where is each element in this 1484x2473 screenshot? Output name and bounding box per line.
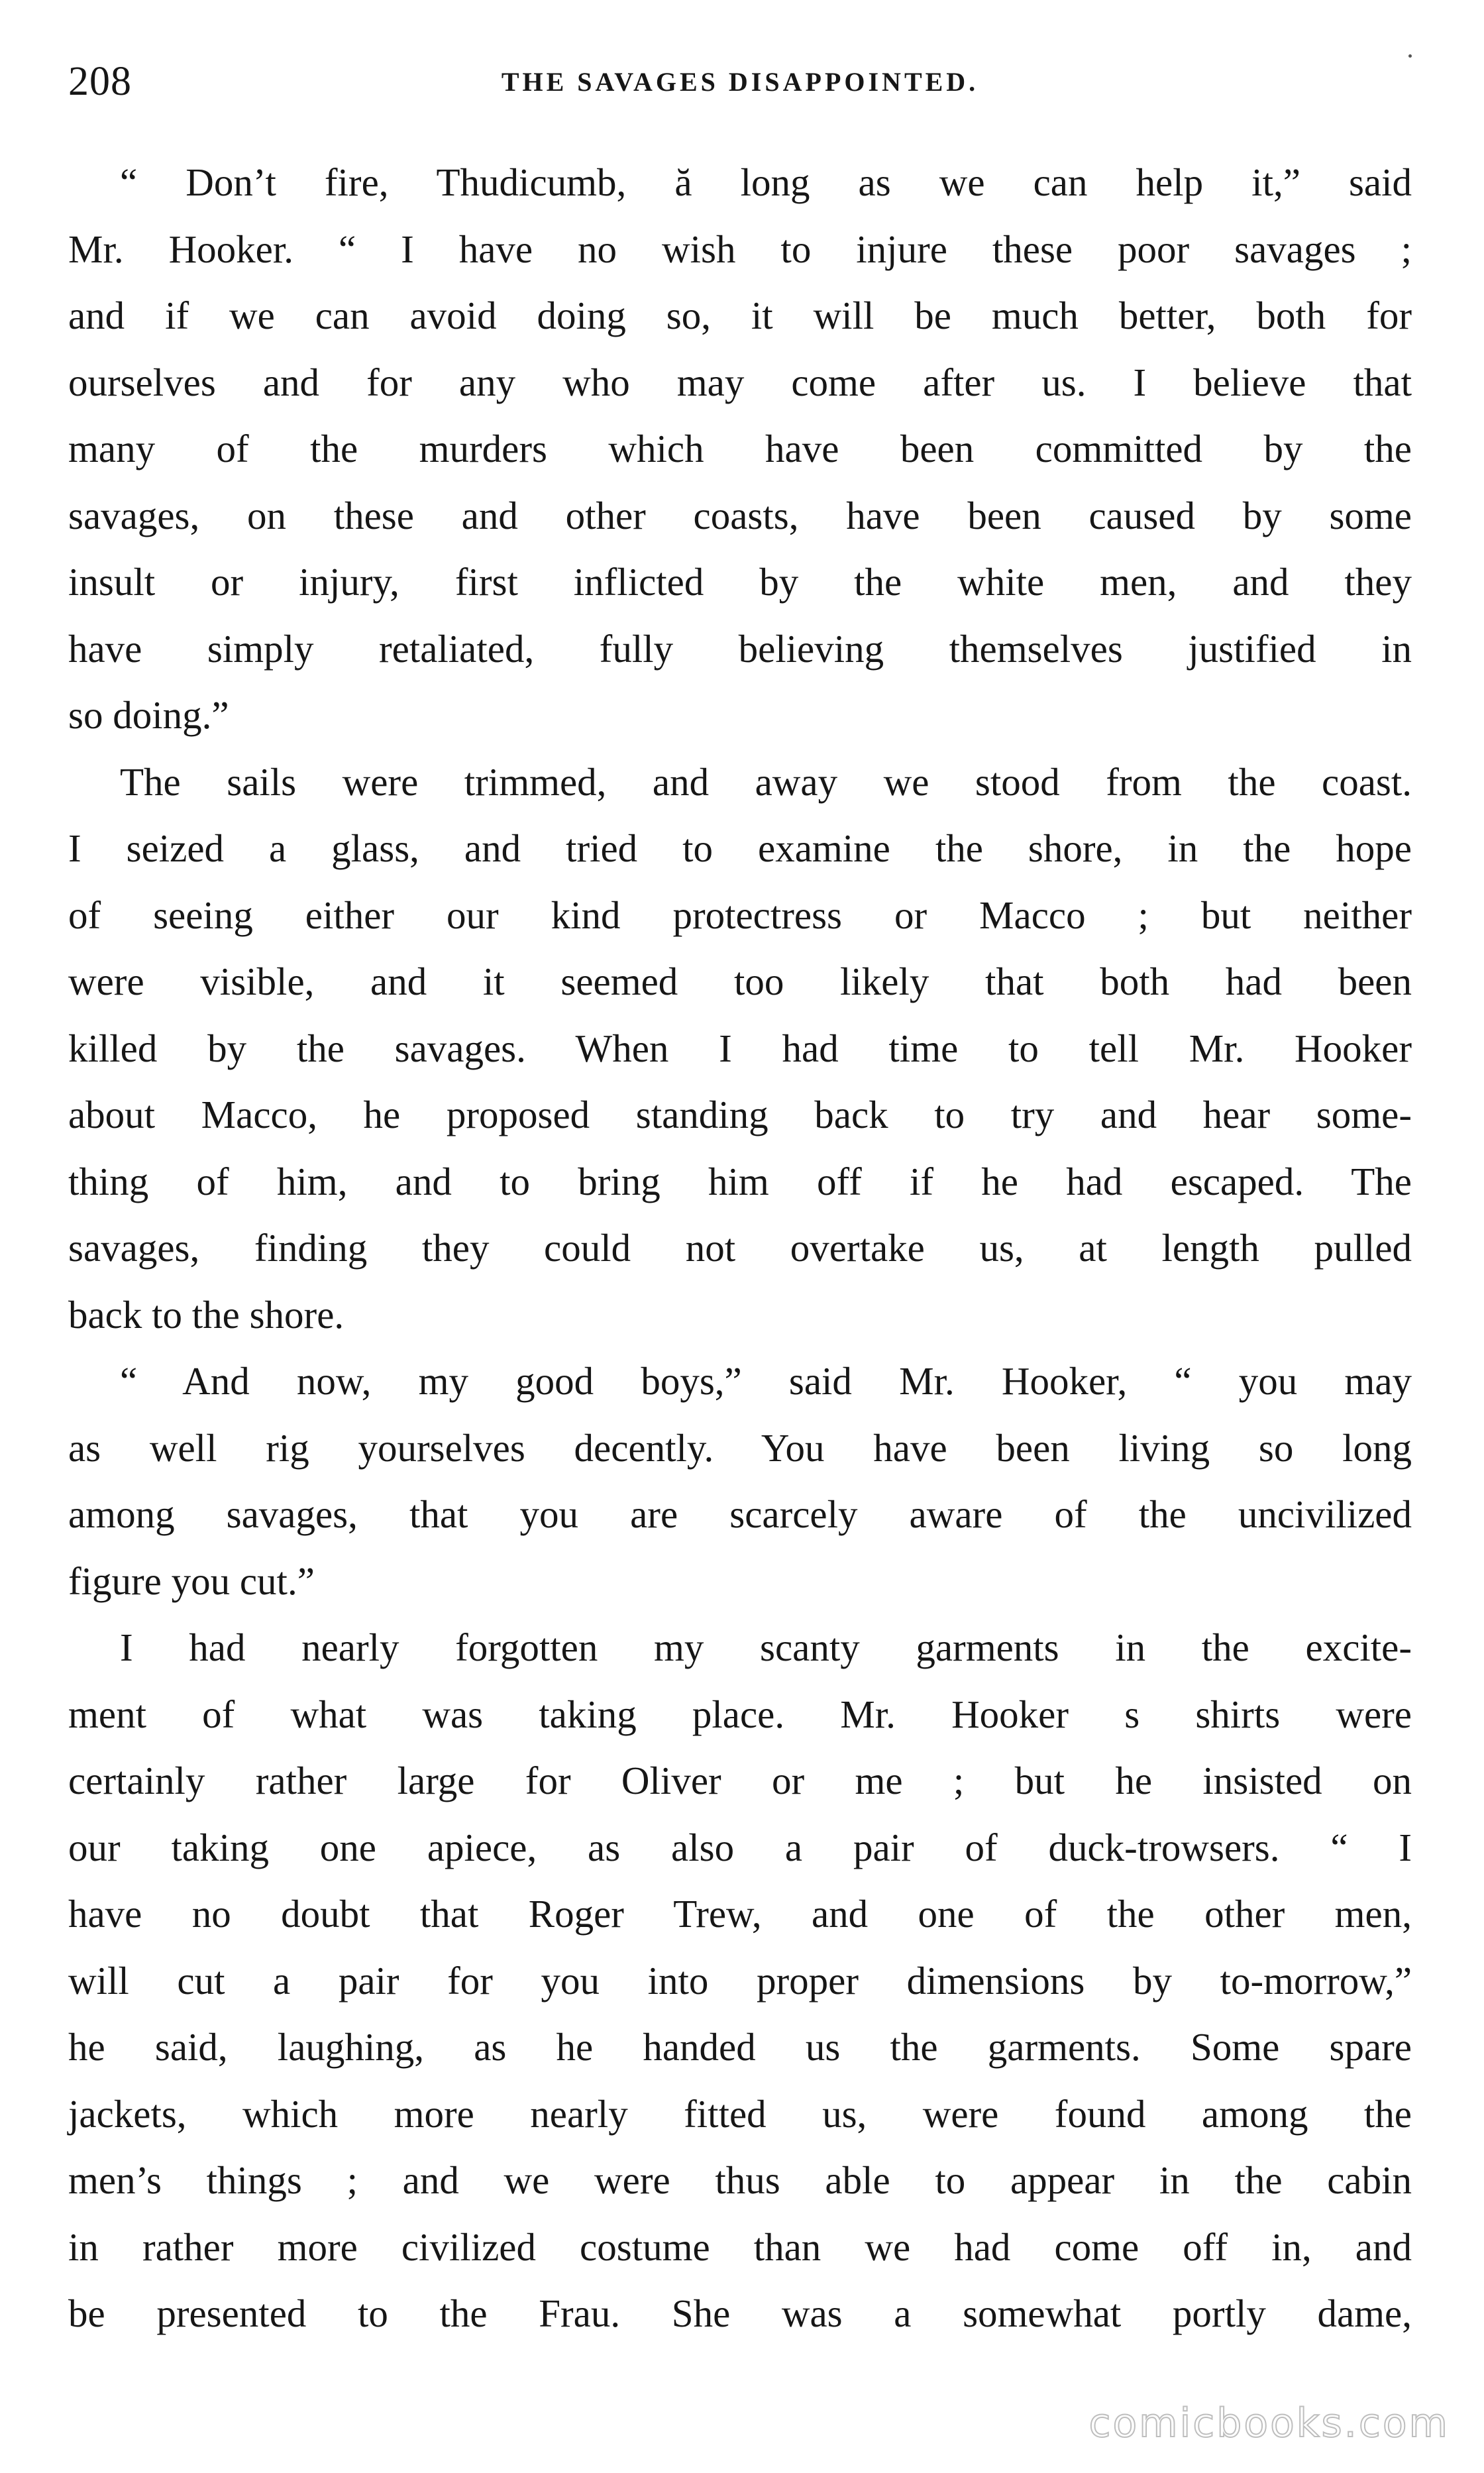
- text-line: figure you cut.”: [68, 1559, 315, 1603]
- text-line: as well rig yourselves decently. You have been living so long: [68, 1425, 1412, 1470]
- text-line: about Macco, he proposed standing back to try and hear some-: [68, 1093, 1412, 1136]
- text-line: killed by the savages. When I had time to tell Mr. Hooker: [68, 1026, 1412, 1070]
- text-line: many of the murders which have been committed by the: [68, 427, 1412, 470]
- text-line: I had nearly forgotten my scanty garments in the excite-: [120, 1625, 1412, 1669]
- text-line: savages, on these and other coasts, have been caused by some: [68, 493, 1412, 537]
- print-speck: [1408, 54, 1412, 58]
- text-line: men’s things ; and we were thus able to appear in the cabin: [68, 2158, 1412, 2202]
- text-line: savages, finding they could not overtake us, at length pulled: [68, 1226, 1412, 1270]
- text-line: ourselves and for any who may come after us. I believe that: [68, 360, 1412, 404]
- text-line: “ And now, my good boys,” said Mr. Hooker, “ you may: [120, 1359, 1412, 1403]
- text-line: our taking one apiece, as also a pair of duck-trowsers. “ I: [68, 1825, 1412, 1869]
- text-line: thing of him, and to bring him off if he had escaped. The: [68, 1159, 1412, 1203]
- text-line: among savages, that you are scarcely aware of the uncivilized: [68, 1492, 1412, 1536]
- text-line: will cut a pair for you into proper dimensions by to-morrow,”: [68, 1958, 1412, 2003]
- text-line: I seized a glass, and tried to examine the shore, in the hope: [68, 826, 1412, 870]
- running-title: THE SAVAGES DISAPPOINTED.: [501, 67, 979, 97]
- text-line: certainly rather large for Oliver or me ; but he insisted on: [68, 1759, 1412, 1802]
- text-line: of seeing either our kind protectress or Macco ; but neither: [68, 893, 1412, 937]
- text-line: so doing.”: [68, 693, 229, 737]
- page-header: [68, 58, 1412, 118]
- text-line: in rather more civilized costume than we had come off in, and: [68, 2225, 1412, 2269]
- text-line: Mr. Hooker. “ I have no wish to injure these poor savages ;: [68, 227, 1412, 271]
- text-line: and if we can avoid doing so, it will be much better, both for: [68, 294, 1412, 337]
- text-line: have no doubt that Roger Trew, and one of the other men,: [68, 1892, 1412, 1936]
- text-line: be presented to the Frau. She was a somewhat portly dame,: [68, 2291, 1412, 2335]
- text-line: insult or injury, first inflicted by the white men, and they: [68, 560, 1412, 604]
- text-line: he said, laughing, as he handed us the garments. Some spare: [68, 2025, 1412, 2069]
- watermark: comicbooks.com: [1088, 2400, 1450, 2446]
- text-line: back to the shore.: [68, 1292, 344, 1337]
- text-line: have simply retaliated, fully believing themselves justified in: [68, 626, 1412, 671]
- text-line: ment of what was taking place. Mr. Hooker s shirts were: [68, 1692, 1412, 1736]
- body-text: [68, 149, 1412, 2347]
- text-line: “ Don’t fire, Thudicumb, ă long as we can help it,” said: [120, 160, 1412, 204]
- page-number: 208: [68, 59, 132, 104]
- text-line: The sails were trimmed, and away we stood from the coast.: [120, 759, 1412, 804]
- text-line: jackets, which more nearly fitted us, were found among the: [68, 2091, 1412, 2136]
- text-line: were visible, and it seemed too likely that both had been: [68, 960, 1412, 1003]
